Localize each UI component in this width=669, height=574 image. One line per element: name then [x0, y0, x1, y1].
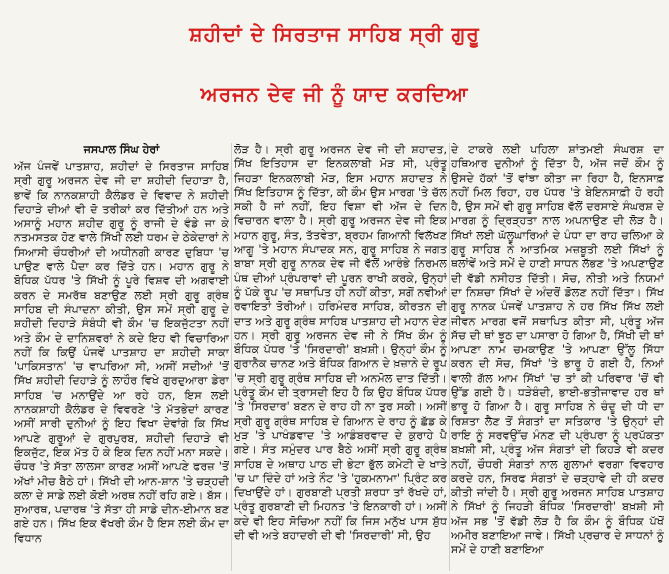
column-divider [449, 143, 450, 571]
article-column-2 [234, 143, 447, 571]
column-1-text: ਅੱਜ ਪੰਜਵੇਂ ਪਾਤਸ਼ਾਹ, ਸ਼ਹੀਦਾਂ ਦੇ ਸਿਰਤਾਜ ਸਾਹਿਬ ਸ੍ਰੀ ਗੁਰੂ ਅਰਜਨ ਦੇਵ ਜੀ ਦਾ ਸ਼ਹੀਦੀ ਦਿਹਾੜਾ ਹੈ, ਭਾਵੇਂ ਕਿ ਨਾਨਕਸ਼ਾਹੀ ਕੈਲੰਡਰ ਦੇ ਵਿਵਾਦ ਨੇ ਸ਼ਹੀਦੀ ਦਿਹਾੜੇ ਦੀਆਂ ਵੀ ਦੋ ਤਰੀਕਾਂ ਕਰ ਦਿੱਤੀਆਂ ਹਨ ਅਤੇ ਅਸਾਨੂੰ ਮਹਾਨ ਸ਼ਹੀਦ ਗੁਰੂ ਨੂੰ ਰਾਜੀ ਦੇ ਵੰਡੇ ਜਾ ਕੇ ਨਤਮਸਤਕ ਹੋਣ ਵਾਲੇ ਸਿੱਖੀ ਲਈ ਧਰਮ ਦੇ ਠੇਕੇਦਾਰਾਂ ਨੇ ਸਿਆਸੀ ਚੌਧਰੀਆਂ ਦੀ ਅਧੀਨਗੀ ਕਾਰਣ ਦੁਬਿਧਾ 'ਚ ਪਾਉਣ ਵਾਲੇ ਪੈਦਾ ਕਰ ਦਿੱਤੇ ਹਨ। ਮਹਾਨ ਗੁਰੂ ਨੇ ਬੋਧਿਕ ਪੱਧਰ 'ਤੇ ਸਿੱਖੀ ਨੂੰ ਪੂਰੇ ਵਿਸ਼ਵ ਦੀ ਅਗਵਾਈ ਕਰਨ ਦੇ ਸਮਰੱਥ ਬਣਾਉਣ ਲਈ ਸ੍ਰੀ ਗੁਰੂ ਗ੍ਰੰਥ ਸਾਹਿਬ ਦੀ ਸੰਪਾਦਨਾ ਕੀਤੀ, ਉਸ ਸਮੇਂ ਸ੍ਰੀ ਗੁਰੂ ਦੇ ਸ਼ਹੀਦੀ ਦਿਹਾੜੇ ਸੰਬੰਧੀ ਵੀ ਕੌਮ 'ਚ ਇਕਜੁੱਟਤਾ ਨਹੀਂ ਅਤੇ ਕੌਮ ਦੇ ਦਾਨਿਸ਼ਵਰਾਂ ਨੇ ਕਦੇ ਇਹ ਵੀ ਵਿਚਾਰਿਆ ਨਹੀਂ ਕਿ ਕਿਉਂ ਪੰਜਵੇਂ ਪਾਤਸ਼ਾਹ ਦਾ ਸ਼ਹੀਦੀ ਸਾਕਾ 'ਪਾਕਿਸਤਾਨ' 'ਚ ਵਾਪਰਿਆ ਸੀ, ਅਸੀਂ ਸਦੀਆਂ 'ਤੋਂ ਸਿੱਖ ਸ਼ਹੀਦੀ ਦਿਹਾੜੇ ਨੂੰ ਲਾਹੌਰ ਵਿਖੇ ਗੁਰਦੁਆਰਾ ਡੇਰਾ ਸਾਹਿਬ 'ਚ ਮਨਾਉਂਦੇ ਆ ਰਹੇ ਹਨ, ਇਸ ਲਈ ਨਾਨਕਸ਼ਾਹੀ ਕੈਲੰਡਰ ਦੇ ਵਿਵਰਣੇ 'ਤੇ ਮੱਤਭੇਦਾਂ ਕਾਰਣ ਅਸੀਂ ਸਾਰੀ ਦੁਨੀਆਂ ਨੂੰ ਇਹ ਵਿਖਾ ਦੇਵਾਂਗੇ ਕਿ ਸਿੱਖ ਆਪਣੇ ਗੁਰੂਆਂ ਦੇ ਗੁਰਪੁਰਬ, ਸ਼ਹੀਦੀ ਦਿਹਾੜੇ ਵੀ ਇਕਜੁੱਟ, ਇਕ ਮੱਤ ਹੋ ਕੇ ਇਕ ਦਿਨ ਨਹੀਂ ਮਨਾ ਸਕਦੇ। ਚੌਧਰ 'ਤੇ ਸੱਤਾ ਲਾਲਸਾ ਕਾਰਣ ਅਸੀਂ ਆਪਣੇ ਫਰਜ਼ 'ਤੋਂ ਅੱਖਾਂ ਮੀਚ ਬੈਠੇ ਹਾਂ। ਸਿੱਖੀ ਦੀ ਆਨ-ਸ਼ਾਨ 'ਤੇ ਚੜ੍ਹਦੀ ਕਲਾ ਦੇ ਸਾਡੇ ਲਈ ਕੋਈ ਅਰਥ ਨਹੀਂ ਰਹਿ ਗਏ। ਬੱਸ। ਸੁਆਰਥ, ਪਦਾਰਥ 'ਤੇ ਸੱਤਾ ਹੀ ਸਾਡੇ ਦੀਨ-ਈਮਾਨ ਬਣ ਗਏ ਹਨ। ਸਿੱਖ ਇਕ ਵੱਖਰੀ ਕੌਮ ਹੈ ਇਸ ਲਈ ਕੌਮ ਦਾ ਵਿਧਾਨ [14, 160, 229, 545]
column-3-text: ਦੇ ਟਾਕਰੇ ਲਈ ਪਹਿਲਾ ਸ਼ਾਂਤਮਈ ਸੰਘਰਸ਼ ਦਾ ਹਥਿਆਰ ਦੁਨੀਆਂ ਨੂੰ ਦਿੱਤਾ ਹੈ, ਅੱਜ ਜਦੋਂ ਕੌਮ ਨੂੰ ਉਸਦੇ ਹੱਕਾਂ 'ਤੋਂ ਵਾਂਝਾ ਕੀਤਾ ਜਾ ਰਿਹਾ ਹੈ, ਇਨਸਾਫ਼ ਨਹੀਂ ਮਿਲ ਰਿਹਾ, ਹਰ ਪੱਧਰ 'ਤੇ ਬੇਇਨਸਾਫ਼ੀ ਹੋ ਰਹੀ ਹੈ, ਉਸ ਸਮੇਂ ਵੀ ਗੁਰੂ ਸਾਹਿਬ ਵੱਲੋਂ ਦਰਸਾਏ ਸੰਘਰਸ਼ ਦੇ ਮਾਰਗ ਨੂੰ ਦ੍ਰਿੜ੍ਹਤਾ ਨਾਲ ਅਪਨਾਉਣ ਦੀ ਲੋੜ ਹੈ। ਸਿੱਖਾਂ ਲਈ ਘੱਲੂਘਾਰਿਆਂ ਦੇ ਪੰਧਾ ਦਾ ਰਾਹ ਚਲਿਆ ਕੇ ਗੁਰੂ ਸਾਹਿਬ ਨੇ ਆਤਮਿਕ ਮਜ਼ਬੂਤੀ ਲਈ ਸਿੱਖਾਂ ਨੂੰ ਥਲਾਂਵੇਂ ਅਤੇ ਸਮੇਂ ਦੇ ਹਾਣੀ ਸਾਧਨ ਲੱਭਣ 'ਤੇ ਅਪਣਾਉਣ ਦੀ ਵੱਡੀ ਨਸੀਹਤ ਦਿੱਤੀ। ਸੋਚ, ਨੀਤੀ ਅਤੇ ਨਿਯਮਾਂ ਦਾ ਨਿਸ਼ਚਾ ਸਿੱਖਾਂ ਦੇ ਅੰਦਰੋਂ ਡੋਲਣ ਨਹੀਂ ਦਿੱਤਾ। ਸਿੱਖ ਗੁਰੂ ਨਾਨਕ ਪੰਜਵੇਂ ਪਾਤਸ਼ਾਹ ਨੇ ਹਰ ਸਿੱਖ ਸਿੱਖ ਲਈ ਜੀਵਨ ਮਾਰਗ ਵਜੋਂ ਸਥਾਪਿਤ ਕੀਤਾ ਸੀ, ਪ੍ਰੰਤੂ ਅੱਜ ਸੱਚ ਦੀ ਥਾਂ ਝੂਠ ਦਾ ਪਸਾਰਾ ਹੋ ਗਿਆ ਹੈ, ਸਿੱਖੀ ਦੀ ਥਾਂ ਆਪਣਾ ਨਾਮ ਚਮਕਾਉਣ 'ਤੇ ਆਪਣਾ ਉੱਲੂ ਸਿੱਧਾ ਕਰਨ ਦੀ ਸੋਚ, ਸਿੱਖਾਂ 'ਤੇ ਭਾਰੂ ਹੋ ਗਈ ਹੈ, ਨਿਆਂ ਵਾਲੀ ਗੱਲ ਆਮ ਸਿੱਖਾਂ 'ਚ ਤਾਂ ਕੀ ਪਰਿਵਾਰ 'ਚੋਂ ਵੀ ਉੱਡ ਗਈ ਹੈ। ਧੜੇਬੰਦੀ, ਭਾਈ-ਭਤੀਜਾਵਾਦ ਹਰ ਥਾਂ ਭਾਰੂ ਹੋ ਗਿਆ ਹੈ। ਗੁਰੂ ਸਾਹਿਬ ਨੇ ਚੰਦੂ ਦੀ ਧੀ ਦਾ ਰਿਸ਼ਤਾ ਲੈਣ ਤੋਂ ਸੰਗਤਾਂ ਦਾ ਸਤਿਕਾਰ 'ਤੇ ਉਨ੍ਹਾਂ ਦੀ ਰਾਇ ਨੂੰ ਸਰਵਉੱਚ ਮੰਨਣ ਦੀ ਪ੍ਰੰਪਰਾ ਨੂੰ ਪ੍ਰਪੱਕਤਾ ਬਖ਼ਸ਼ੀ ਸੀ, ਪ੍ਰੰਤੂ ਅੱਜ ਸੰਗਤਾਂ ਦੀ ਕਿਹੜੇ ਵੀ ਕਦਰ ਨਹੀਂ, ਚੌਧਰੀ ਸੰਗਤਾਂ ਨਾਲ ਗੁਲਾਮਾਂ ਵਰਗਾ ਵਿਵਹਾਰ ਕਰਦੇ ਹਨ, ਸਿਰਫ ਸੰਗਤਾਂ ਦੇ ਚੜ੍ਹਾਵੇ ਦੀ ਹੀ ਕਦਰ ਕੀਤੀ ਜਾਂਦੀ ਹੈ। ਸ੍ਰੀ ਗੁਰੂ ਅਰਜਨ ਸਾਹਿਬ ਪਾਤਸ਼ਾਹ ਨੇ ਸਿੱਖਾਂ ਨੂੰ ਜਿਹੜੀ ਬੌਧਿਕ 'ਸਿਰਦਾਰੀ' ਬਖ਼ਸ਼ੀ ਸੀ ਅੱਜ ਸਭ 'ਤੋਂ ਵੱਡੀ ਲੋੜ ਹੈ ਕਿ ਕੌਮ ਨੂੰ ਬੌਧਿਕ ਪੱਖੋਂ ਅਮੀਰ ਬਣਾਇਆ ਜਾਵੇ। ਸਿੱਖੀ ਪ੍ਰਚਾਰ ਦੇ ਸਾਧਨਾਂ ਨੂੰ ਸਮੇਂ ਦੇ ਹਾਣੀ ਬਣਾਇਆ [451, 143, 664, 557]
author-byline: ਜਸਪਾਲ ਸਿੰਘ ਹੇਰਾਂ [83, 143, 160, 156]
headline-line-1: ਸ਼ਹੀਦਾਂ ਦੇ ਸਿਰਤਾਜ ਸਾਹਿਬ ਸ੍ਰੀ ਗੁਰੂ [189, 22, 480, 46]
article-body [14, 143, 662, 571]
article-column-3 [451, 143, 664, 571]
headline-line-2: ਅਰਜਨ ਦੇਵ ਜੀ ਨੂੰ ਯਾਦ ਕਰਦਿਆ [200, 82, 469, 106]
column-2-text: ਲੋੜ ਹੈ। ਸ੍ਰੀ ਗੁਰੂ ਅਰਜਨ ਦੇਵ ਜੀ ਦੀ ਸ਼ਹਾਦਤ, ਸਿੱਖ ਇਤਿਹਾਸ ਦਾ ਇਨਕਲਾਬੀ ਮੋੜ ਸੀ, ਪ੍ਰੰਤੂ ਜਿਹੜਾ ਇਨਕਲਾਬੀ ਮੋੜ, ਇਸ ਮਹਾਨ ਸ਼ਹਾਦਤ ਨੇ ਸਿੱਖ ਇਤਿਹਾਸ ਨੂੰ ਦਿੱਤਾ, ਕੀ ਕੌਮ ਉਸ ਮਾਰਗ 'ਤੇ ਚੱਲ ਸਕੀ ਹੈ ਜਾਂ ਨਹੀਂ, ਇਹ ਵਿਸ਼ਾ ਵੀ ਅੱਜ ਦੇ ਦਿਨ ਵਿਚਾਰਨ ਵਾਲਾ ਹੈ। ਸ੍ਰੀ ਗੁਰੂ ਅਰਜਨ ਦੇਵ ਜੀ ਇਕ ਮਹਾਨ ਗੁਰੂ, ਸੰਤ, ਤੱਤਵੇਤਾ, ਬ੍ਰਹਮ ਗਿਆਨੀ ਵਿਲੱਖਣ ਆਗੂ 'ਤੇ ਮਹਾਨ ਸੰਪਾਦਕ ਸਨ, ਗੁਰੂ ਸਾਹਿਬ ਨੇ ਜਗਤ ਬਾਬਾ ਸ੍ਰੀ ਗੁਰੂ ਨਾਨਕ ਦੇਵ ਜੀ ਵੱਲੋਂ ਆਰੰਭੇ ਨਿਰਮਲ ਪੰਥ ਦੀਆਂ ਪ੍ਰੰਪਰਾਵਾਂ ਦੀ ਪੂਰਨ ਰਾਖੀ ਕਰਕੇ, ਉਨ੍ਹਾਂ ਨੂੰ ਪੱਕੇ ਰੂਪ 'ਚ ਸਥਾਪਿਤ ਹੀ ਨਹੀਂ ਕੀਤਾ, ਸਗੋਂ ਨਵੀਆਂ ਰਵਾਇਤਾਂ ਤੋਰੀਆਂ। ਹਰਿਮੰਦਰ ਸਾਹਿਬ, ਕੀਰਤਨ ਦੀ ਦਾਤ ਅਤੇ ਗੁਰੂ ਗ੍ਰੰਥ ਸਾਹਿਬ ਪਾਤਸ਼ਾਹ ਦੀ ਮਹਾਨ ਦੇਣ ਹਨ। ਸ੍ਰੀ ਗੁਰੂ ਅਰਜਨ ਦੇਵ ਜੀ ਨੇ ਸਿੱਖ ਕੌਮ ਨੂੰ ਬੌਧਿਕ ਪੱਧਰ 'ਤੇ 'ਸਿਰਦਾਰੀ' ਬਖ਼ਸ਼ੀ। ਉਨ੍ਹਾਂ ਕੌਮ ਨੂੰ ਗੁਰਾਨੈਕ ਚਾਨਣ ਅਤੇ ਬੌਧਿਕ ਗਿਆਨ ਦੇ ਖ਼ਜ਼ਾਨੇ ਦੇ ਰੂਪ 'ਚ ਸ੍ਰੀ ਗੁਰੂ ਗ੍ਰੰਥ ਸਾਹਿਬ ਦੀ ਅਨਮੋਲ ਦਾਤ ਦਿੱਤੀ। ਪ੍ਰੰਤੂ ਕੌਮ ਦੀ ਤ੍ਰਾਸਦੀ ਇਹ ਹੈ ਕਿ ਉਹ ਬੌਧਿਕ ਪੱਧਰ 'ਤੇ 'ਸਿਰਦਾਰ' ਬਣਨ ਦੇ ਰਾਹ ਹੀ ਨਾ ਤੁਰ ਸਕੀ। ਅਸੀਂ ਸ੍ਰੀ ਗੁਰੂ ਗ੍ਰੰਥ ਸਾਹਿਬ ਦੇ ਗਿਆਨ ਦੇ ਰਾਹ ਨੂੰ ਛੱਡ ਕੇ ਮੁੜ 'ਤੇ ਪਾਖੰਡਵਾਦ 'ਤੇ ਆਡੰਬਰਵਾਦ ਦੇ ਕੁਰਾਹੇ ਪੈ ਗਏ। ਸੰਤ ਸਮੁੰਦਰ ਪਾਰ ਬੈਠੇ ਅਸੀਂ ਸ੍ਰੀ ਗੁਰੂ ਗ੍ਰੰਥ ਸਾਹਿਬ ਦੇ ਅਥਾਹ ਪਾਠ ਦੀ ਭੇਟਾ ਭੁੱਲ ਕਮੇਟੀ ਦੇ ਖਾਤੇ 'ਚ ਪਾ ਦਿੰਦੇ ਹਾਂ ਅਤੇ ਨੌਟ 'ਤੇ 'ਹੁਕਮਨਾਮਾ' ਪ੍ਰਿੰਟ ਕਰ ਦਿਖਾਉਂਦੇ ਹਾਂ। ਗੁਰਬਾਣੀ ਪ੍ਰਤੀ ਸ਼ਰਧਾ ਤਾਂ ਰੱਖਦੇ ਹਾਂ, ਪ੍ਰੰਤੂ ਗੁਰਬਾਣੀ ਦੀ ਮਿਹਨਤ 'ਤੇ ਇਨਕਾਰੀ ਹਾਂ। ਅਸੀਂ ਕਦੇ ਵੀ ਇਹ ਸੋਚਿਆ ਨਹੀਂ ਕਿ ਜਿਸ ਮਨੁੱਖ ਪਾਸ ਸ਼ੁੱਧ ਦੀ ਵੀ ਅਤੇ ਬਹਾਦਰੀ ਦੀ ਵੀ 'ਸਿਰਦਾਰੀ' ਸੀ, ਉਹ [234, 143, 447, 543]
column-divider [231, 143, 232, 571]
article-column-1 [14, 143, 229, 571]
